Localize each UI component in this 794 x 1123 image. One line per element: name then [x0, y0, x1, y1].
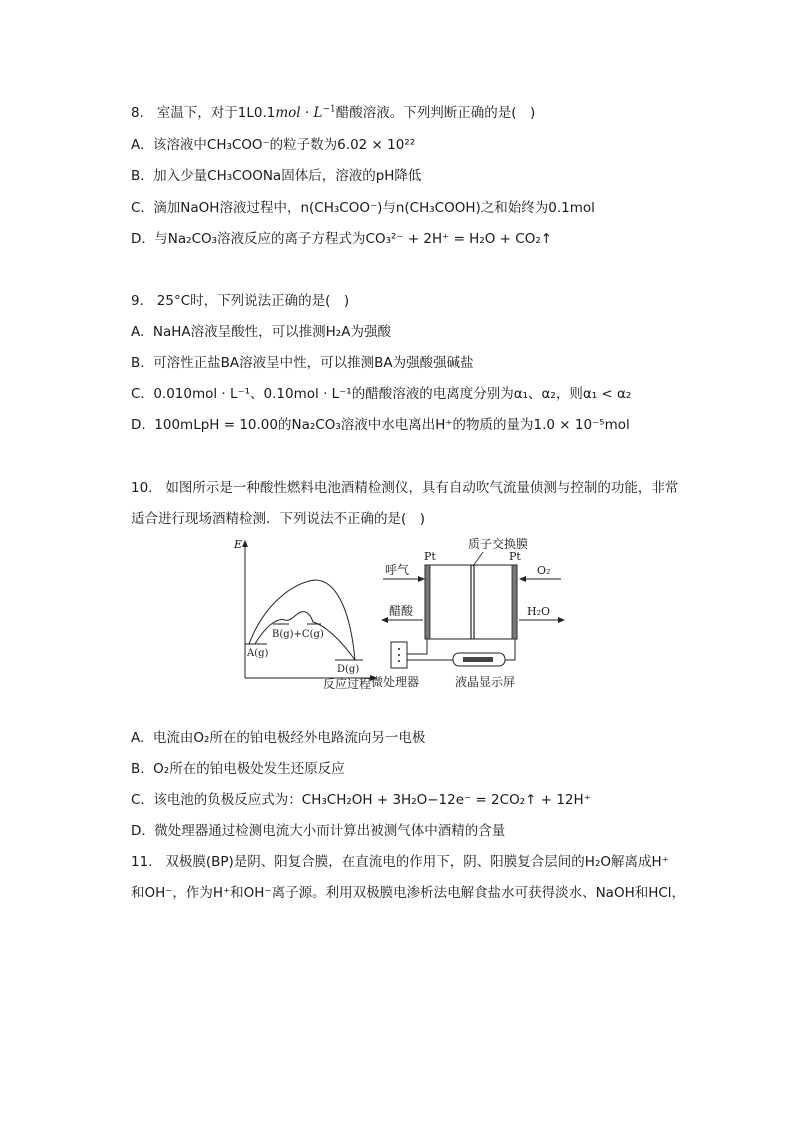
- processor-label: 微处理器: [371, 675, 420, 689]
- question-8-option-b: B. 加入少量CH₃COONa固体后，溶液的pH降低: [131, 168, 422, 184]
- question-9-option-b: B. 可溶性正盐BA溶液呈中性，可以推测BA为强酸强碱盐: [131, 355, 474, 371]
- label-bc: B(g)+C(g): [272, 629, 324, 640]
- question-10-stem-line2: 适合进行现场酒精检测．下列说法不正确的是( ): [131, 511, 426, 527]
- question-10-option-c: C. 该电池的负极反应式为：CH₃CH₂OH + 3H₂O−12e⁻ = 2CO₂↑ + 12H⁺: [131, 792, 591, 808]
- y-axis-label: E: [234, 538, 243, 551]
- question-8-option-c: C. 滴加NaOH溶液过程中，n(CH₃COO⁻)与n(CH₃COOH)之和始终为0.1mol: [131, 200, 595, 216]
- o2-label: O₂: [537, 564, 551, 577]
- acetic-acid-label: 醋酸: [389, 604, 414, 618]
- question-8-option-d: D. 与Na₂CO₃溶液反应的离子方程式为CO₃²⁻ + 2H⁺ = H₂O + CO₂↑: [131, 231, 553, 247]
- question-10-option-b: B. O₂所在的铂电极处发生还原反应: [131, 761, 345, 777]
- question-9-option-a: A. NaHA溶液呈酸性，可以推测H₂A为强酸: [131, 324, 391, 340]
- question-8-stem: 8. 室温下，对于$1L0.1mol \cdot L^{-1}$醋酸溶液。下列判断正确的是( ): [131, 104, 536, 121]
- question-number: 9.: [131, 293, 144, 309]
- membrane-label: 质子交换膜: [468, 537, 529, 551]
- left-pt-label: Pt: [424, 550, 436, 563]
- fuel-cell-figure: [225, 532, 575, 692]
- question-10-option-d: D. 微处理器通过检测电流大小而计算出被测气体中酒精的含量: [131, 823, 506, 839]
- fuel-cell: [371, 536, 565, 689]
- breath-in-label: 呼气: [385, 563, 410, 577]
- display-label: 液晶显示屏: [455, 675, 516, 689]
- water-label: H₂O: [527, 605, 551, 618]
- question-number: 8.: [131, 105, 144, 121]
- figure-svg: [225, 532, 575, 692]
- label-d: D(g): [337, 664, 360, 675]
- right-pt-label: Pt: [509, 550, 521, 563]
- question-9-option-c: C. 0.010mol · L⁻¹、0.10mol · L⁻¹的醋酸溶液的电离度分别为α₁、α₂，则α₁ < α₂: [131, 386, 632, 402]
- question-number: 10.: [131, 480, 153, 496]
- question-9-option-d: D. 100mLpH = 10.00的Na₂CO₃溶液中水电离出H⁺的物质的量为1.0 × 10⁻⁵mol: [131, 417, 630, 433]
- energy-diagram: [233, 538, 377, 681]
- question-8-option-a: A. 该溶液中CH₃COO⁻的粒子数为6.02 × 10²²: [131, 137, 416, 153]
- question-10-option-a: A. 电流由O₂所在的铂电极经外电路流向另一电极: [131, 730, 426, 746]
- question-10-stem-line1: 10. 如图所示是一种酸性燃料电池酒精检测仪，具有自动吹气流量侦测与控制的功能，非常: [131, 480, 679, 496]
- question-number: 11.: [131, 854, 153, 870]
- x-axis-label: 反应过程: [323, 677, 372, 691]
- question-9-stem: 9. 25°C时，下列说法正确的是( ): [131, 293, 350, 309]
- question-11-stem-line2: 和OH⁻，作为H⁺和OH⁻离子源。利用双极膜电渗析法电解食盐水可获得淡水、NaOH和HCl，: [131, 885, 686, 901]
- label-a: A(g): [247, 648, 269, 659]
- question-11-stem-line1: 11. 双极膜(BP)是阴、阳复合膜，在直流电的作用下，阴、阳膜复合层间的H₂O解离成H⁺: [131, 854, 669, 870]
